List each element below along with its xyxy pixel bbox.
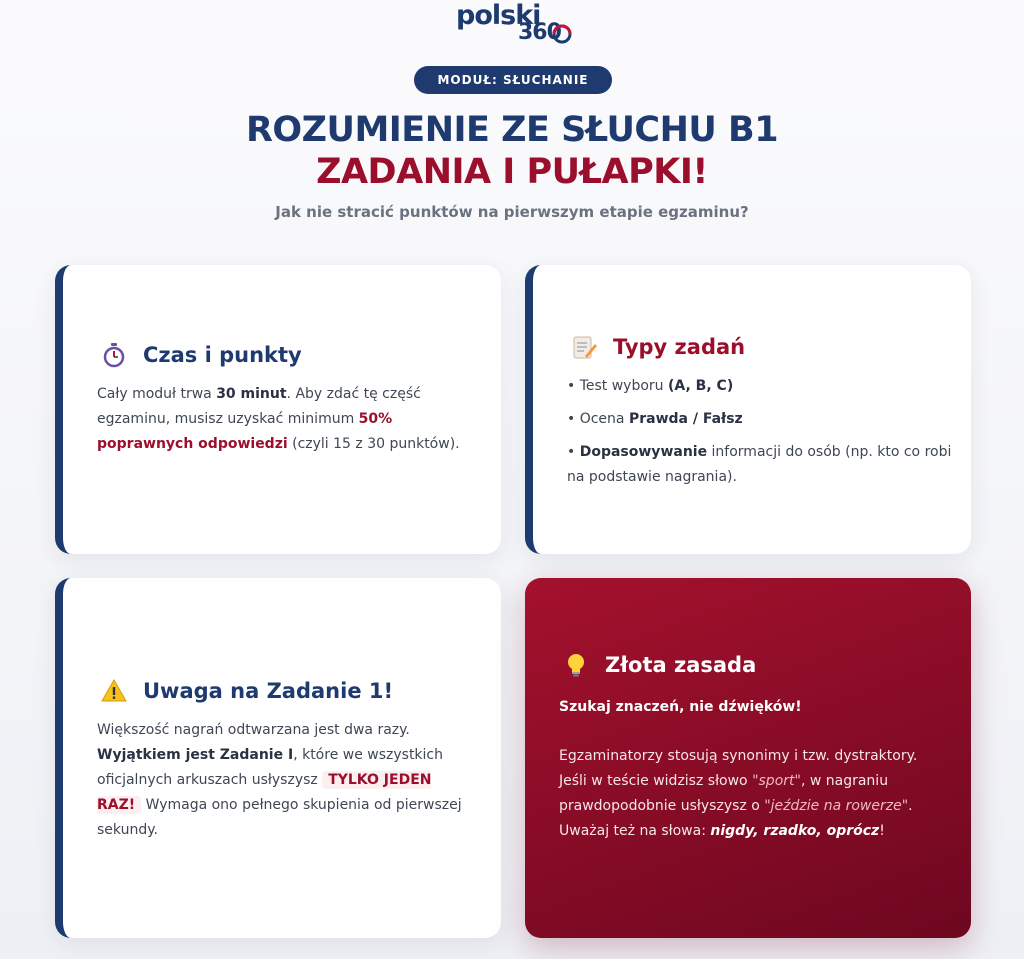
card-header (101, 341, 302, 369)
task-type-list (567, 374, 952, 498)
card-title: Typy zadań (613, 335, 746, 359)
only-once-badge: TYLKO JEDEN RAZ! (97, 772, 432, 813)
text-bold: (A, B, C) (668, 378, 734, 394)
text-segment: • (567, 444, 580, 460)
logo-number: 360 (518, 20, 561, 45)
module-badge: MODUŁ: SŁUCHANIE (414, 66, 612, 94)
card-body (97, 718, 475, 843)
card-header (571, 333, 745, 361)
list-item (567, 440, 952, 490)
text-segment: . Uważaj też na słowa: (559, 798, 913, 839)
card-task1-warning (55, 578, 501, 938)
text-segment: Większość nagrań odtwarzana jest dwa razy. (97, 722, 410, 738)
text-segment: • Ocena (567, 411, 629, 427)
quoted-word: "sport" (752, 773, 801, 789)
warning-icon (101, 678, 127, 704)
duration-highlight: 30 minut (216, 386, 287, 402)
card-title: Uwaga na Zadanie 1! (143, 679, 394, 703)
text-segment: , w nagraniu prawdopodobnie usłyszysz o (559, 773, 889, 814)
text-segment: , które we wszystkich oficjalnych arkuszach usłyszysz (97, 747, 444, 788)
list-item (567, 407, 952, 432)
text-segment: Egzaminatorzy stosują synonimy i tzw. dystraktory. Jeśli w teście widzisz słowo (559, 748, 918, 789)
text-segment: Cały moduł trwa (97, 386, 217, 402)
exception-highlight: Wyjątkiem jest Zadanie I (97, 747, 294, 763)
text-segment: ! (879, 823, 885, 839)
card-title: Złota zasada (605, 653, 757, 677)
text-bold: Prawda / Fałsz (628, 411, 743, 427)
golden-rule-lead: Szukaj znaczeń, nie dźwięków! (559, 699, 802, 715)
list-item (567, 374, 952, 399)
text-bold: Dopasowywanie (579, 444, 708, 460)
card-title: Czas i punkty (143, 343, 302, 367)
card-body (559, 744, 949, 844)
polski360-logo (456, 0, 574, 52)
page-subtitle: Jak nie stracić punktów na pierwszym etapie egzaminu? (275, 203, 749, 221)
text-segment: . Aby zdać tę część egzaminu, musisz uzyskać minimum (97, 386, 421, 427)
text-segment: • Test wyboru (567, 378, 668, 394)
lightbulb-icon (563, 652, 589, 678)
memo-icon (571, 334, 597, 360)
stopwatch-icon (101, 342, 127, 368)
trap-words: nigdy, rzadko, oprócz (710, 823, 880, 839)
card-header (563, 651, 756, 679)
quoted-phrase: "jeździe na rowerze" (764, 798, 909, 814)
card-time-points (55, 265, 501, 554)
text-segment: informacji do osób (np. kto co robi na podstawie nagrania). (567, 444, 952, 485)
threshold-highlight: 50% poprawnych odpowiedzi (97, 411, 393, 452)
logo-ring-icon (552, 24, 572, 44)
card-task-types (525, 265, 971, 554)
page-title: ROZUMIENIE ZE SŁUCHU B1 (245, 110, 779, 150)
text-segment: Wymaga ono pełnego skupienia od pierwszej sekundy. (97, 797, 462, 838)
logo-word: polski (456, 0, 541, 31)
card-body (97, 382, 477, 457)
page-title-accent: ZADANIA I PUŁAPKI! (316, 152, 708, 192)
text-segment: (czyli 15 z 30 punktów). (287, 436, 460, 452)
card-header (101, 677, 393, 705)
card-golden-rule (525, 578, 971, 938)
